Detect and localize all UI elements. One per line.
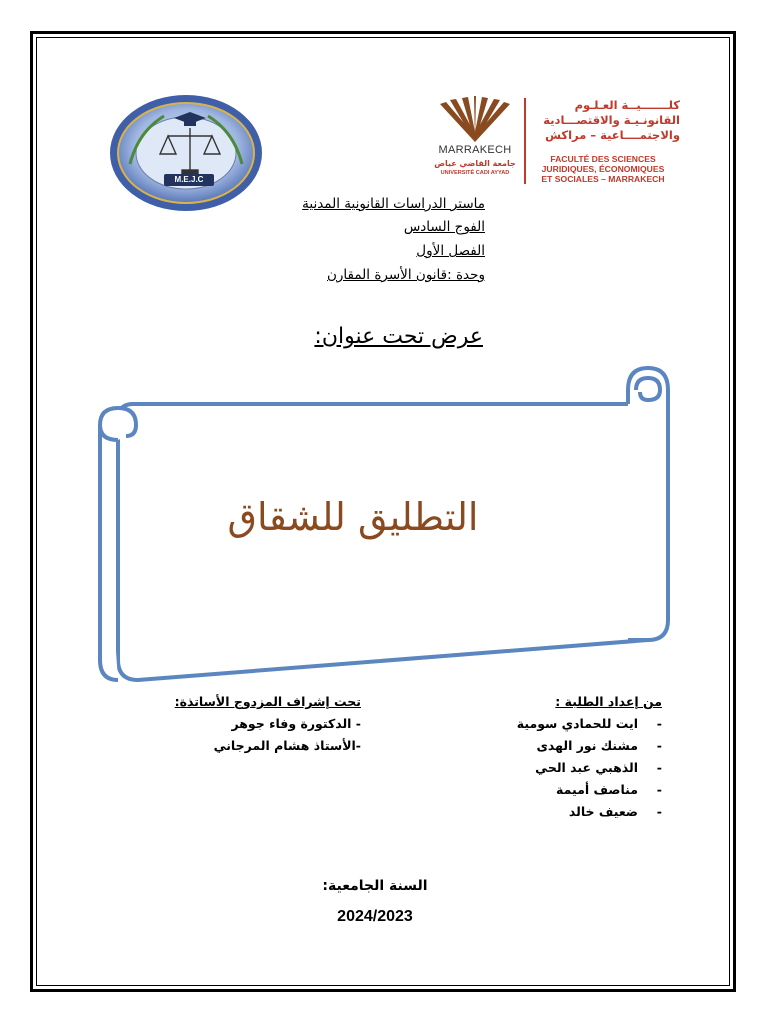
logo-university-ar: جامعة القاضي عياض <box>434 159 516 168</box>
list-item: -مناصف أميمة <box>556 782 662 797</box>
list-item: -الذهبي عبد الحي <box>535 760 662 775</box>
logo-city: MARRAKECH <box>438 144 512 156</box>
supervisors-list <box>175 713 361 757</box>
list-item: -مشنك نور الهدى <box>536 738 662 753</box>
faculty-name-ar-line-3: والاجتمــــاعية – مراكش <box>545 128 680 142</box>
faculty-name-ar-line-1: كلـــــــيــة العـلـوم <box>574 98 680 112</box>
list-item: -الأستاذ هشام المرجاني <box>213 738 361 753</box>
presentation-title: التطليق للشقاق <box>227 495 479 539</box>
master-program-seal-logo <box>108 92 264 214</box>
faculty-name-arabic <box>530 98 680 143</box>
supervisors-label: تحت إشراف المزدوج الأساتذة: <box>174 694 361 709</box>
faculty-name-ar-line-2: القانونـيـة والاقتصـــادية <box>543 113 680 127</box>
academic-year-label: السنة الجامعية: <box>322 878 428 894</box>
logo-university-fr: UNIVERSITÉ CADI AYYAD <box>440 170 510 176</box>
presentation-label: عرض تحت عنوان: <box>314 324 483 349</box>
faculty-name-fr-line-2: JURIDIQUES, ÉCONOMIQUES <box>541 164 665 174</box>
seal-center-text: M.E.J.C <box>174 175 204 184</box>
supervisors-section <box>175 694 361 757</box>
faculty-name-french <box>528 154 678 184</box>
program-name: ماستر الدراسات القانونية المدنية <box>302 196 485 212</box>
logo-divider <box>524 98 526 184</box>
faculty-logo <box>430 96 680 188</box>
faculty-name-fr-line-1: FACULTÉ DES SCIENCES <box>550 154 656 164</box>
list-item: -ايت للحمادي سومية <box>516 716 662 731</box>
module: وحدة :قانون الأسرة المقارن <box>327 267 485 283</box>
cohort: الفوج السادس <box>403 219 485 235</box>
students-section <box>517 694 662 823</box>
students-label: من إعداد الطلبة : <box>555 694 662 709</box>
list-item: -ضعيف خالد <box>568 804 662 819</box>
faculty-name-fr-line-3: ET SOCIALES – MARRAKECH <box>541 174 665 184</box>
students-list <box>517 713 662 823</box>
list-item: - الدكتورة وفاء جوهر <box>231 716 361 731</box>
academic-year: 2024/2023 <box>337 908 413 925</box>
semester: الفصل الأول <box>416 243 485 259</box>
